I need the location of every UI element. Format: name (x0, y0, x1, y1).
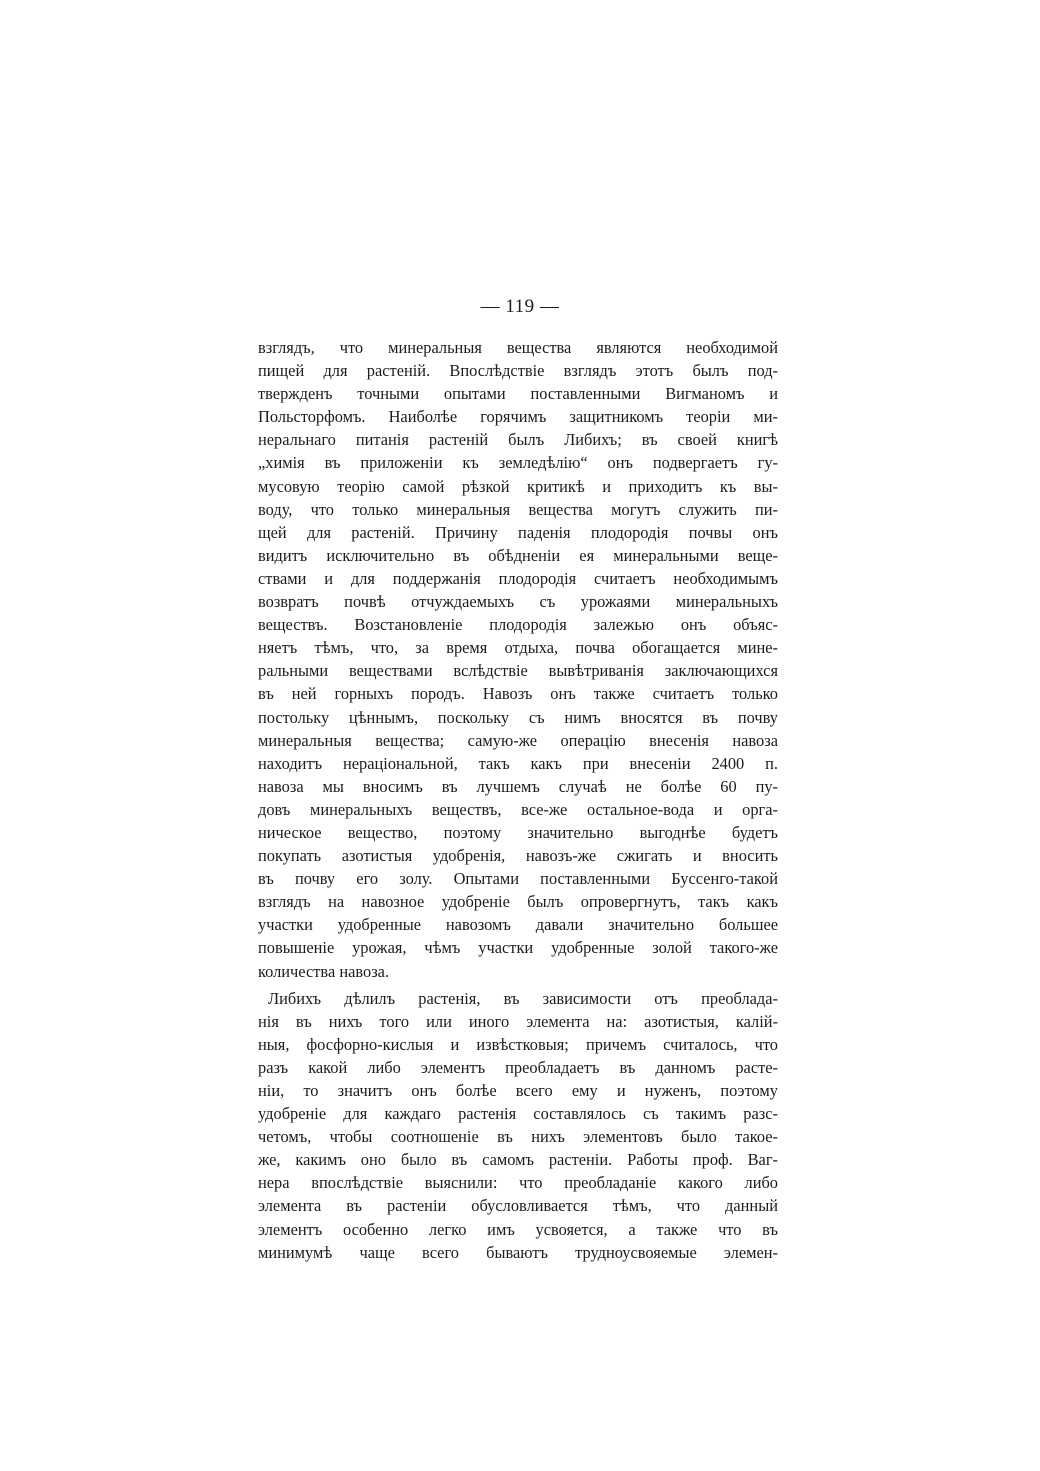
text-line: Либихъ дѣлилъ растенія, въ зависимости отъ преоблада- (268, 988, 778, 1008)
body-text (258, 336, 778, 1264)
text-line: Польсторфомъ. Наиболѣе горячимъ защитникомъ теоріи ми- (258, 407, 778, 427)
text-line: удобреніе для каждаго растенія составлялось съ такимъ разс- (258, 1104, 778, 1124)
text-line: возвратъ почвѣ отчуждаемыхъ съ урожаями минеральныхъ (258, 592, 778, 612)
text-line: взглядъ, что минеральныя вещества являются необходимой (258, 338, 778, 357)
text-line: въ ней горныхъ породъ. Навозъ онъ также считаетъ только (258, 684, 778, 704)
text-line: неральнаго питанія растеній былъ Либихъ; въ своей книгѣ (258, 430, 778, 450)
text-line: щей для растеній. Причину паденія плодородія почвы онъ (258, 522, 778, 542)
text-line: ральными веществами вслѣдствіе вывѣтриванія заключающихся (258, 661, 778, 681)
text-line: навоза мы вносимъ въ лучшемъ случаѣ не болѣе 60 пу- (258, 776, 778, 796)
text-line: же, какимъ оно было въ самомъ растеніи. Работы проф. Ваг- (258, 1150, 778, 1170)
paragraph-1 (258, 336, 778, 983)
text-line: твержденъ точными опытами поставленными Вигманомъ и (258, 384, 778, 404)
text-line: четомъ, чтобы соотношеніе въ нихъ элементовъ было такое- (258, 1127, 778, 1147)
text-line: веществъ. Возстановленіе плодородія залежью онъ объяс- (258, 615, 778, 635)
page-number: — 119 — (480, 296, 560, 317)
text-line: довъ минеральныхъ веществъ, все-же остальное-вода и орга- (258, 799, 778, 819)
text-line: нера впослѣдствіе выяснили: что преобладаніе какого либо (258, 1173, 778, 1193)
text-line: элементъ особенно легко имъ усвояется, а также что въ (258, 1219, 778, 1239)
text-line: разъ какой либо элементъ преобладаетъ въ данномъ расте- (258, 1057, 778, 1077)
text-line: ніи, то значитъ онъ болѣе всего ему и нуженъ, поэтому (258, 1081, 778, 1100)
text-line: воду, что только минеральныя вещества могутъ служить пи- (258, 499, 778, 519)
text-line: минимумѣ чаще всего бываютъ трудноусвояемые элемен- (258, 1242, 778, 1262)
text-line: ныя, фосфорно-кислыя и извѣстковыя; причемъ считалось, что (258, 1034, 778, 1054)
text-line: ствами и для поддержанія плодородія считаетъ необходимымъ (258, 568, 778, 588)
text-line: находитъ нераціональной, такъ какъ при внесеніи 2400 п. (258, 753, 778, 773)
text-line: няетъ тѣмъ, что, за время отдыха, почва обогащается мине- (258, 638, 778, 658)
text-line: участки удобренные навозомъ давали значительно большее (258, 915, 778, 935)
text-line: видитъ исключительно въ обѣдненіи ея минеральными веще- (258, 545, 778, 565)
text-line: повышеніе урожая, чѣмъ участки удобренные золой такого-же (258, 938, 778, 958)
text-line: ническое вещество, поэтому значительно выгоднѣе будетъ (258, 822, 778, 842)
text-line: минеральныя вещества; самую-же операцію внесенія навоза (258, 730, 778, 750)
text-line: постольку цѣннымъ, поскольку съ нимъ вносятся въ почву (258, 707, 778, 727)
text-line: мусовую теорію самой рѣзкой критикѣ и приходитъ къ вы- (258, 476, 778, 496)
text-line: покупать азотистыя удобренія, навозъ-же сжигать и вносить (258, 846, 778, 866)
paragraph-2 (258, 987, 778, 1264)
text-line: взглядъ на навозное удобреніе былъ опровергнутъ, такъ какъ (258, 892, 778, 912)
text-line: элемента въ растеніи обусловливается тѣмъ, что данный (258, 1196, 778, 1216)
text-line: „химія въ приложеніи къ земледѣлію“ онъ подвергаетъ гу- (258, 453, 778, 473)
text-line: въ почву его золу. Опытами поставленными Буссенго-такой (258, 869, 778, 889)
text-line: пищей для растеній. Впослѣдствіе взглядъ этотъ былъ под- (258, 361, 778, 381)
text-line: нія въ нихъ того или иного элемента на: азотистыя, калій- (258, 1011, 778, 1031)
text-line: количества навоза. (258, 961, 390, 981)
